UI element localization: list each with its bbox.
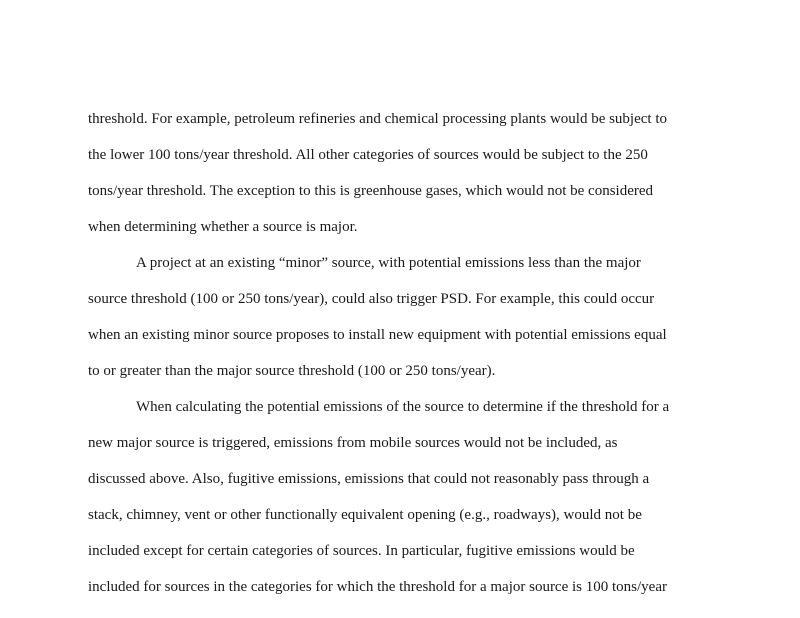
- text-line: included for sources in the categories for which the threshold for a major source is 100 tons/year: [88, 579, 667, 595]
- text-line: source threshold (100 or 250 tons/year), could also trigger PSD. For example, this could occur: [88, 291, 655, 307]
- text-line: tons/year threshold. The exception to this is greenhouse gases, which would not be considered: [88, 183, 654, 199]
- text-line: when an existing minor source proposes to install new equipment with potential emissions equal: [88, 327, 667, 343]
- text-line: threshold. For example, petroleum refineries and chemical processing plants would be subject to: [88, 111, 668, 127]
- text-line: stack, chimney, vent or other functionally equivalent opening (e.g., roadways), would not be: [88, 507, 642, 523]
- text-line: the lower 100 tons/year threshold. All other categories of sources would be subject to the 250: [88, 147, 648, 163]
- paragraph-first-line: A project at an existing “minor” source, with potential emissions less than the major: [136, 255, 641, 271]
- text-line: new major source is triggered, emissions from mobile sources would not be included, as: [88, 435, 618, 451]
- text-line: discussed above. Also, fugitive emissions, emissions that could not reasonably pass through a: [88, 471, 650, 487]
- paragraph-first-line: When calculating the potential emissions of the source to determine if the threshold for a: [136, 399, 670, 415]
- text-line: when determining whether a source is major.: [88, 219, 358, 235]
- text-line: included except for certain categories of sources. In particular, fugitive emissions would be: [88, 543, 635, 559]
- text-line: to or greater than the major source threshold (100 or 250 tons/year).: [88, 363, 496, 379]
